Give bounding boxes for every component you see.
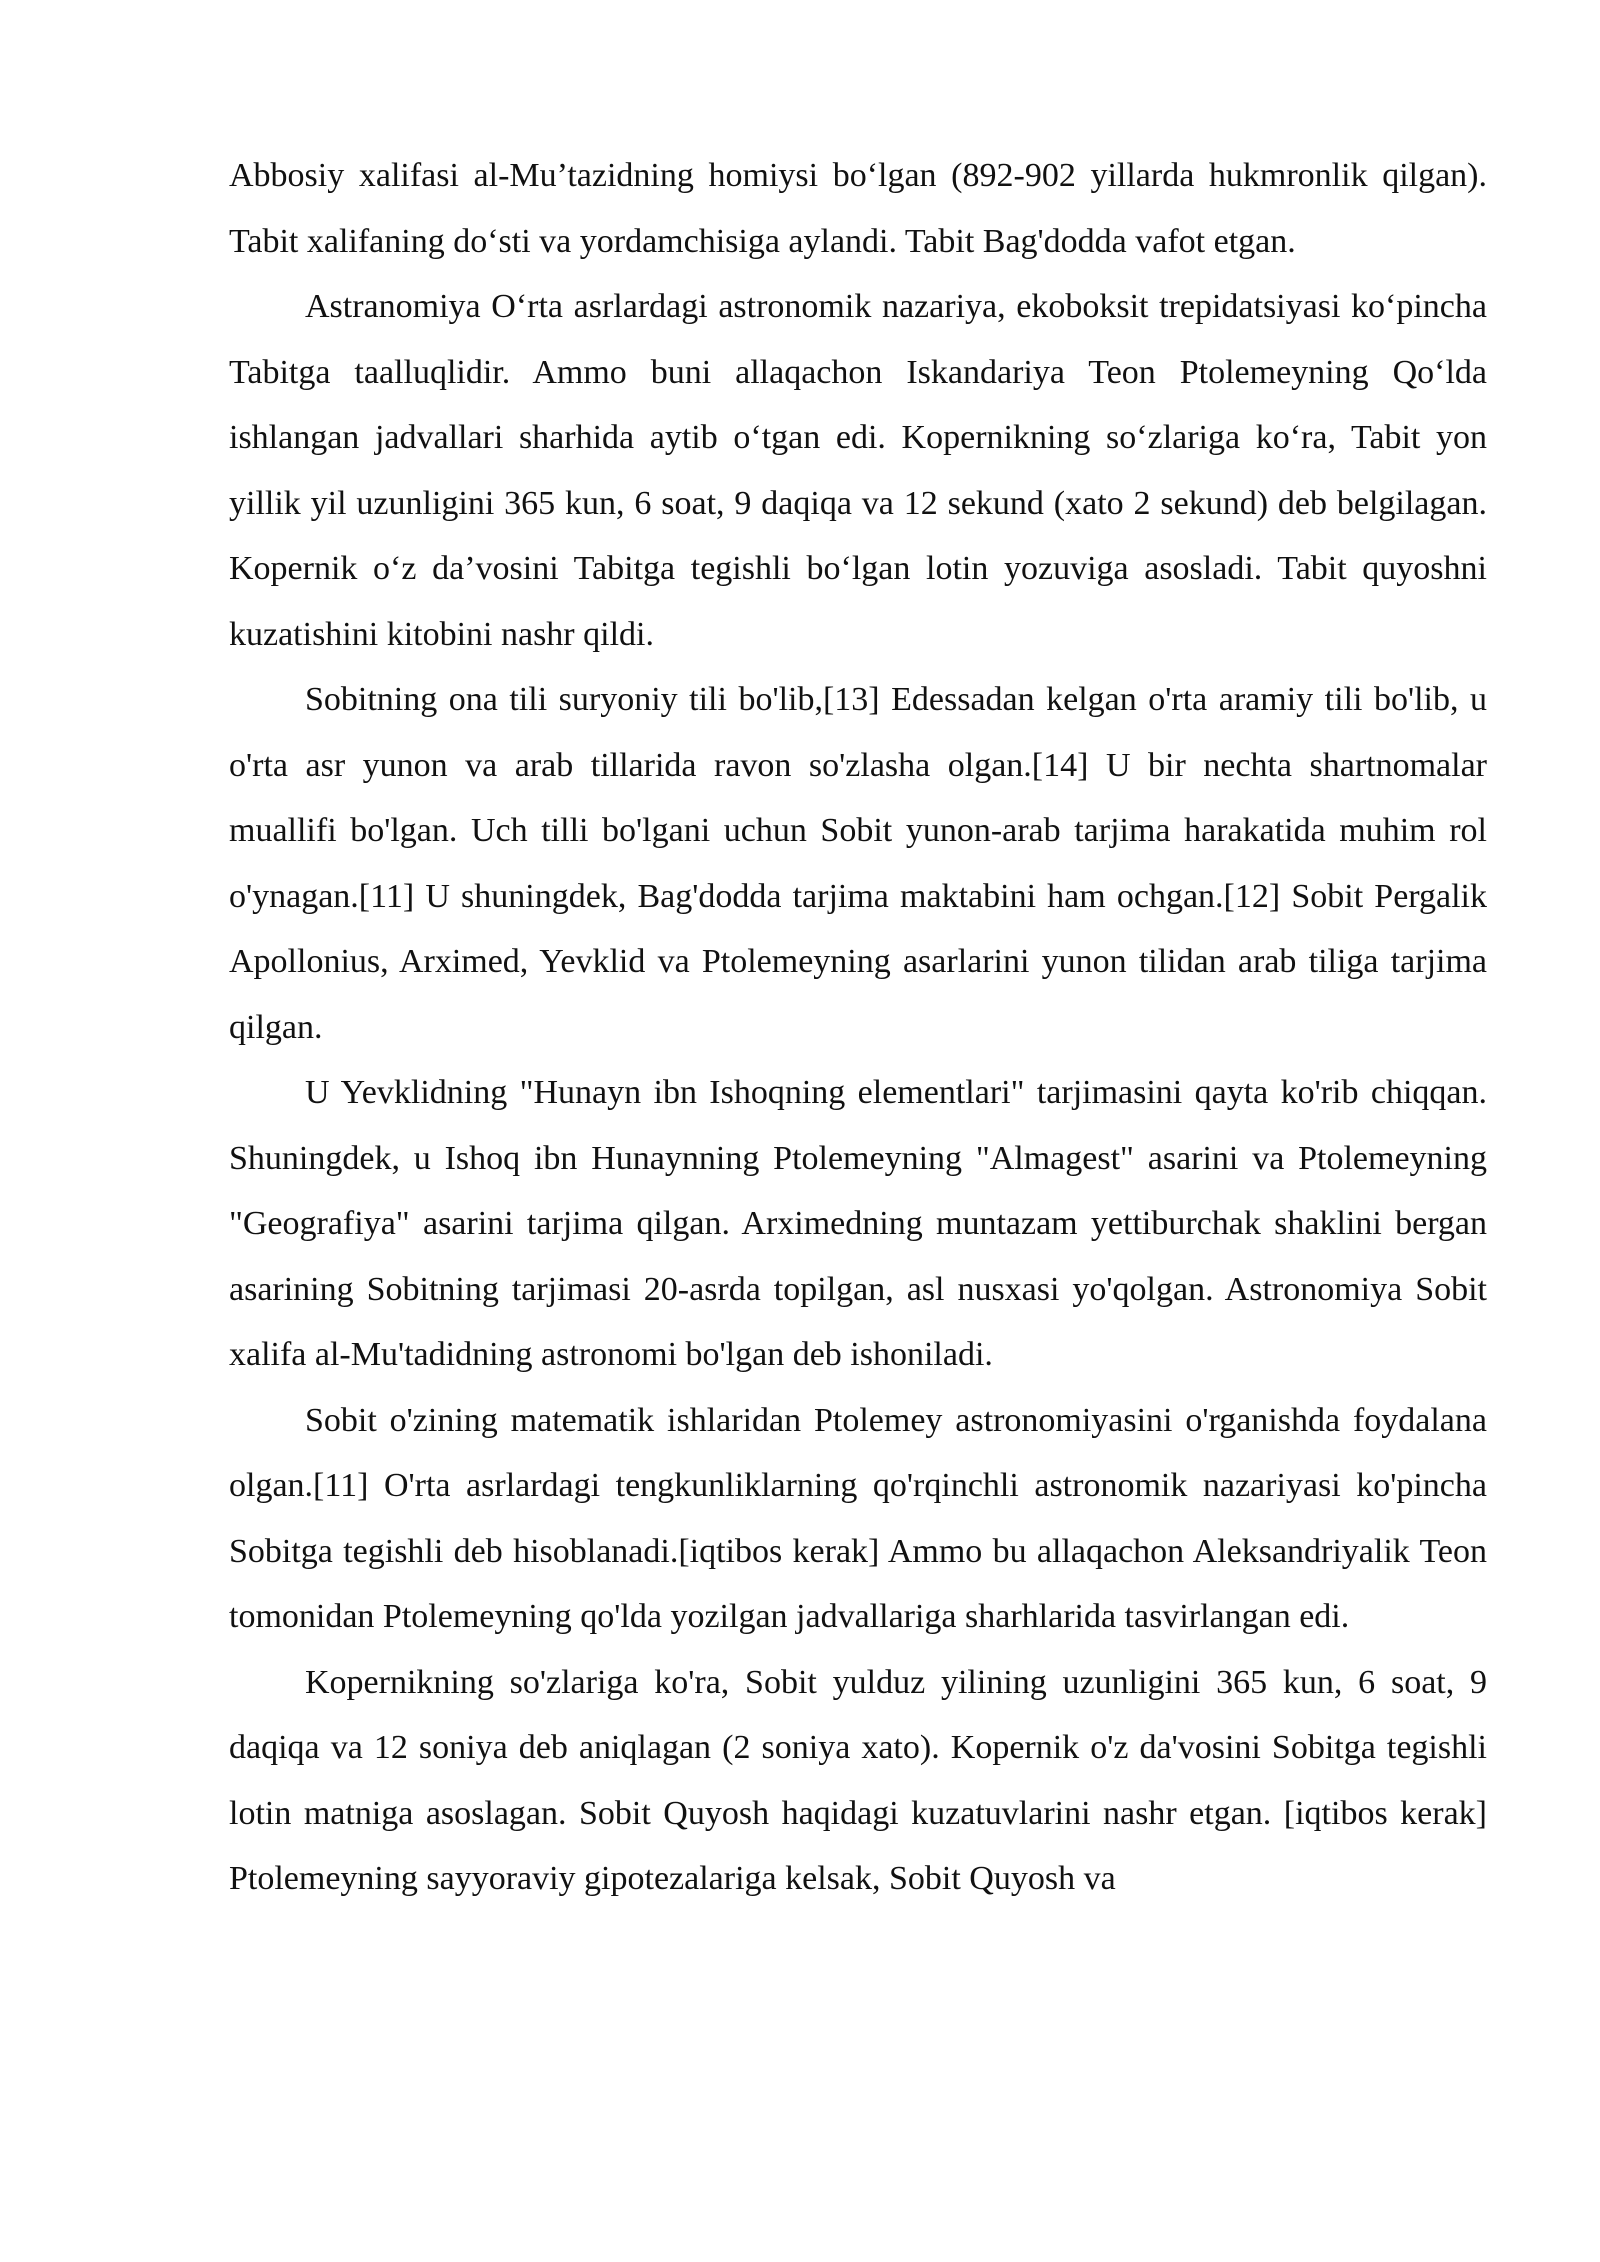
paragraph-1: Abbosiy xalifasi al-Mu’tazidning homiysi bo‘lgan (892-902 yillarda hukmronlik qilgan). Tabit xalifaning do‘sti va yordamchisiga aylandi. Tabit Bag'dodda vafot etgan. [229,157,1487,260]
paragraph-6: Kopernikning so'zlariga ko'ra, Sobit yulduz yilining uzunligini 365 kun, 6 soat, 9 daqiqa va 12 soniya deb aniqlagan (2 soniya xato). Kopernik o'z da'vosini Sobitga tegishli lotin matniga asoslagan. Sobit Quyosh haqidagi kuzatuvlarini nashr etgan. [iqtibos kerak] Ptolemeyning sayyoraviy gipotezalariga kelsak, Sobit Quyosh va [229,1663,1487,1897]
paragraph-5: Sobit o'zining matematik ishlaridan Ptolemey astronomiyasini o'rganishda foydalana olgan.[11] O'rta asrlardagi tengkunliklarning qo'rqinchli astronomik nazariyasi ko'pincha Sobitga tegishli deb hisoblanadi.[iqtibos kerak] Ammo bu allaqachon Aleksandriyalik Teon tomonidan Ptolemeyning qo'lda yozilgan jadvallariga sharhlarida tasvirlangan edi. [229,1401,1487,1635]
paragraph-2: Astranomiya O‘rta asrlardagi astronomik nazariya, ekoboksit trepidatsiyasi ko‘pincha Tabitga taalluqlidir. Ammo buni allaqachon Iskandariya Teon Ptolemeyning Qo‘lda ishlangan jadvallari sharhida aytib o‘tgan edi. Kopernikning so‘zlariga ko‘ra, Tabit yon yillik yil uzunligini 365 kun, 6 soat, 9 daqiqa va 12 sekund (xato 2 sekund) deb belgilagan. Kopernik o‘z da’vosini Tabitga tegishli bo‘lgan lotin yozuviga asosladi. Tabit quyoshni kuzatishini kitobini nashr qildi. [229,288,1487,653]
paragraph-4: U Yevklidning "Hunayn ibn Ishoqning elementlari" tarjimasini qayta ko'rib chiqqan. Shuningdek, u Ishoq ibn Hunaynning Ptolemeyning "Almagest" asarini va Ptolemeyning "Geografiya" asarini tarjima qilgan. Arximedning muntazam yettiburchak shaklini bergan asarining Sobitning tarjimasi 20-asrda topilgan, asl nusxasi yo'qolgan. Astronomiya Sobit xalifa al-Mu'tadidning astronomi bo'lgan deb ishoniladi. [229,1074,1487,1373]
paragraph-3: Sobitning ona tili suryoniy tili bo'lib,[13] Edessadan kelgan o'rta aramiy tili bo'lib, u o'rta asr yunon va arab tillarida ravon so'zlasha olgan.[14] U bir nechta shartnomalar muallifi bo'lgan. Uch tilli bo'lgani uchun Sobit yunon-arab tarjima harakatida muhim rol o'ynagan.[11] U shuningdek, Bag'dodda tarjima maktabini ham ochgan.[12] Sobit Pergalik Apollonius, Arximed, Yevklid va Ptolemeyning asarlarini yunon tilidan arab tiliga tarjima qilgan. [229,681,1487,1046]
document-page [229,143,1487,1912]
